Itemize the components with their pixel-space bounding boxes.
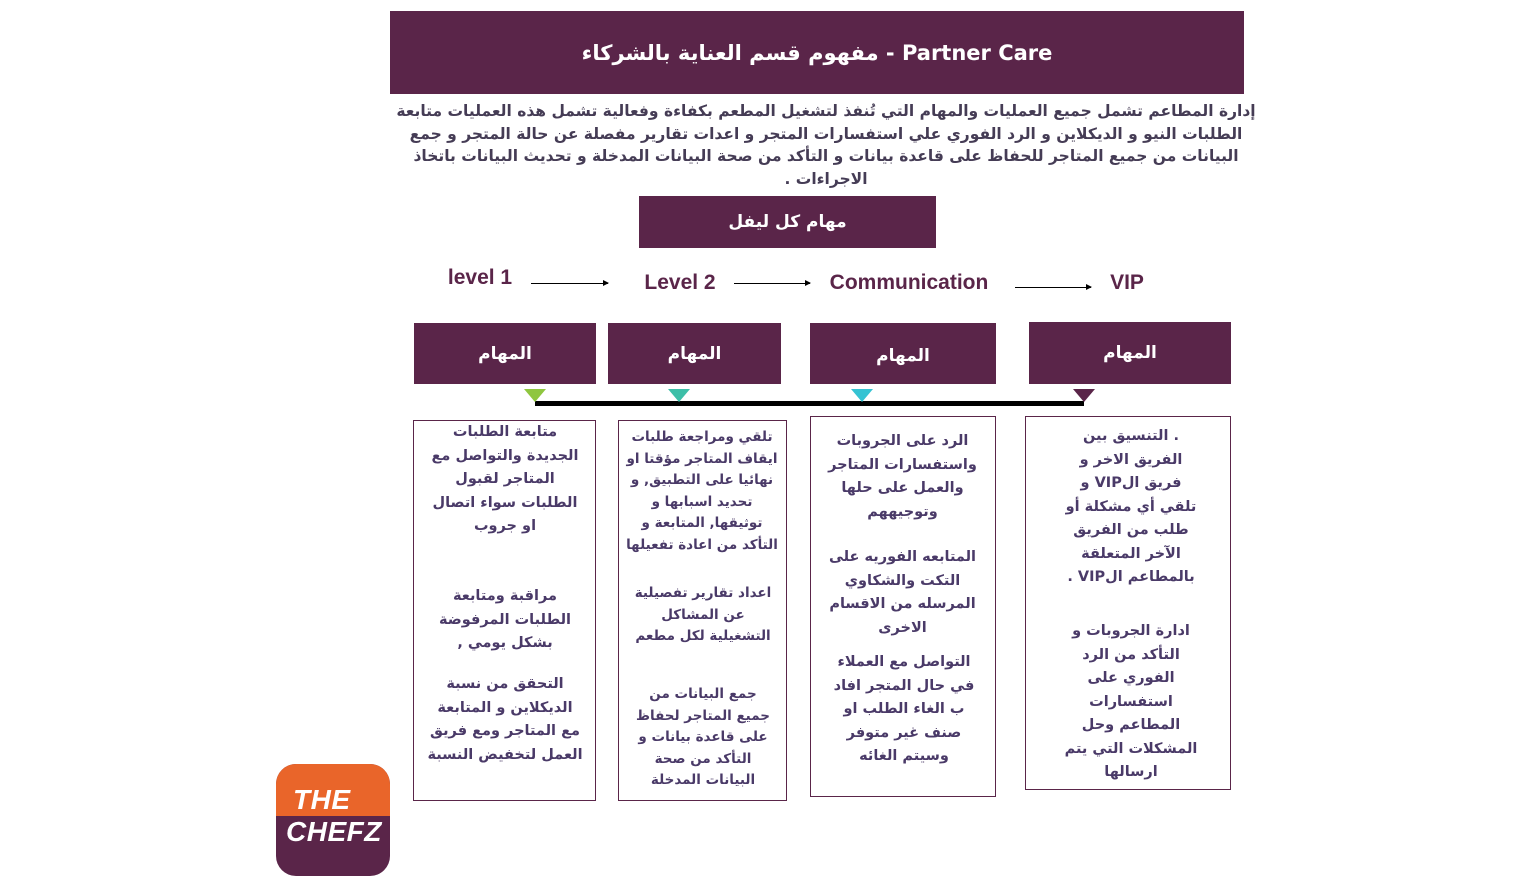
task-item: متابعة الطلبات الجديدة والتواصل مع المتاجر لقبول الطلبات سواء اتصال او جروب	[431, 424, 579, 534]
level-label-2: Level 2	[644, 271, 716, 294]
arrow-icon	[1015, 287, 1091, 288]
task-item: . التنسيق بين الفريق الاخر و فريق الVIP و تلقي أي مشكلة أو طلب من الفريق الآخر المتعلقة بالمطاعم الVIP .	[1065, 428, 1197, 585]
tasks-header-level2: المهام	[608, 323, 781, 384]
tasks-header-communication: المهام	[810, 323, 996, 384]
level1-tasks-box	[413, 420, 596, 801]
task-item: تلقي ومراجعة طلبات ايقاف المتاجر مؤقتا او نهائيا على التطبيق, و تحديد اسبابها و توثيقها, المتابعة و التأكد من اعادة تفعيلها	[626, 429, 778, 553]
task-item: مراقبة ومتابعة الطلبات المرفوضة بشكل يومي ,	[439, 588, 571, 651]
task-item: التحقق من نسبة الديكلاين و المتابعة مع المتاجر ومع فريق العمل لتخفيض النسبة	[427, 676, 583, 763]
logo-text-the: THE	[293, 784, 351, 815]
marker-triangle-cyan-icon	[851, 389, 873, 402]
logo-text-chefz: CHEFZ	[286, 816, 382, 847]
task-item: الرد على الجروبات واستفسارات المتاجر والعمل على حلها وتوجيههم	[828, 433, 977, 520]
page-title: مفهوم قسم العناية بالشركاء - Partner Care	[390, 11, 1244, 94]
task-item: التواصل مع العملاء في حال المتجر افاد ب الغاء الطلب او صنف غير متوفر وسيتم الغائه	[833, 654, 975, 764]
arrow-icon	[531, 283, 608, 284]
level-label-1: level 1	[447, 266, 513, 289]
task-item: اعداد تقارير تفصيلية عن المشاكل التشغيلية لكل مطعم	[634, 585, 772, 644]
level-label-communication: Communication	[829, 271, 989, 294]
intro-paragraph: إدارة المطاعم تشمل جميع العمليات والمهام التي تُنفذ لتشغيل المطعم بكفاءة وفعالية تشمل هذه العمليات متابعة الطلبات النيو و الديكلاين و الرد الفوري علي استفسارات المتجر و اعدات تقارير مفصلة عن حالة المتجر و جمع البيانات من جميع المتاجر للحفاظ على قاعدة بيانات و التأكد من صحة البيانات المدخلة و تحديث البيانات باتخاذ الاجراءات .	[396, 102, 1256, 188]
level-label-vip: VIP	[1110, 271, 1144, 294]
levels-header: مهام كل ليفل	[639, 196, 936, 248]
task-item: جمع البيانات من جميع المتاجر لحفاظ على قاعدة بيانات و التأكد من صحة البيانات المدخلة	[636, 686, 770, 788]
communication-tasks-box	[810, 416, 996, 797]
vip-tasks-box	[1025, 416, 1231, 790]
task-item: ادارة الجروبات و التأكد من الرد الفوري على استفسارات المطاعم وحل المشكلات التي يتم ارسالها	[1064, 623, 1198, 780]
tasks-header-vip: المهام	[1029, 322, 1231, 384]
timeline-bar	[535, 401, 1084, 406]
level2-tasks-box	[618, 420, 787, 801]
marker-triangle-purple-icon	[1073, 389, 1095, 402]
the-chefz-logo	[276, 764, 390, 876]
marker-triangle-green-icon	[524, 389, 546, 402]
arrow-icon	[734, 283, 810, 284]
marker-triangle-teal-icon	[668, 389, 690, 402]
tasks-header-level1: المهام	[414, 323, 596, 384]
task-item: المتابعه الفوريه على التكت والشكاوي المرسله من الاقسام الاخرى	[828, 549, 977, 636]
